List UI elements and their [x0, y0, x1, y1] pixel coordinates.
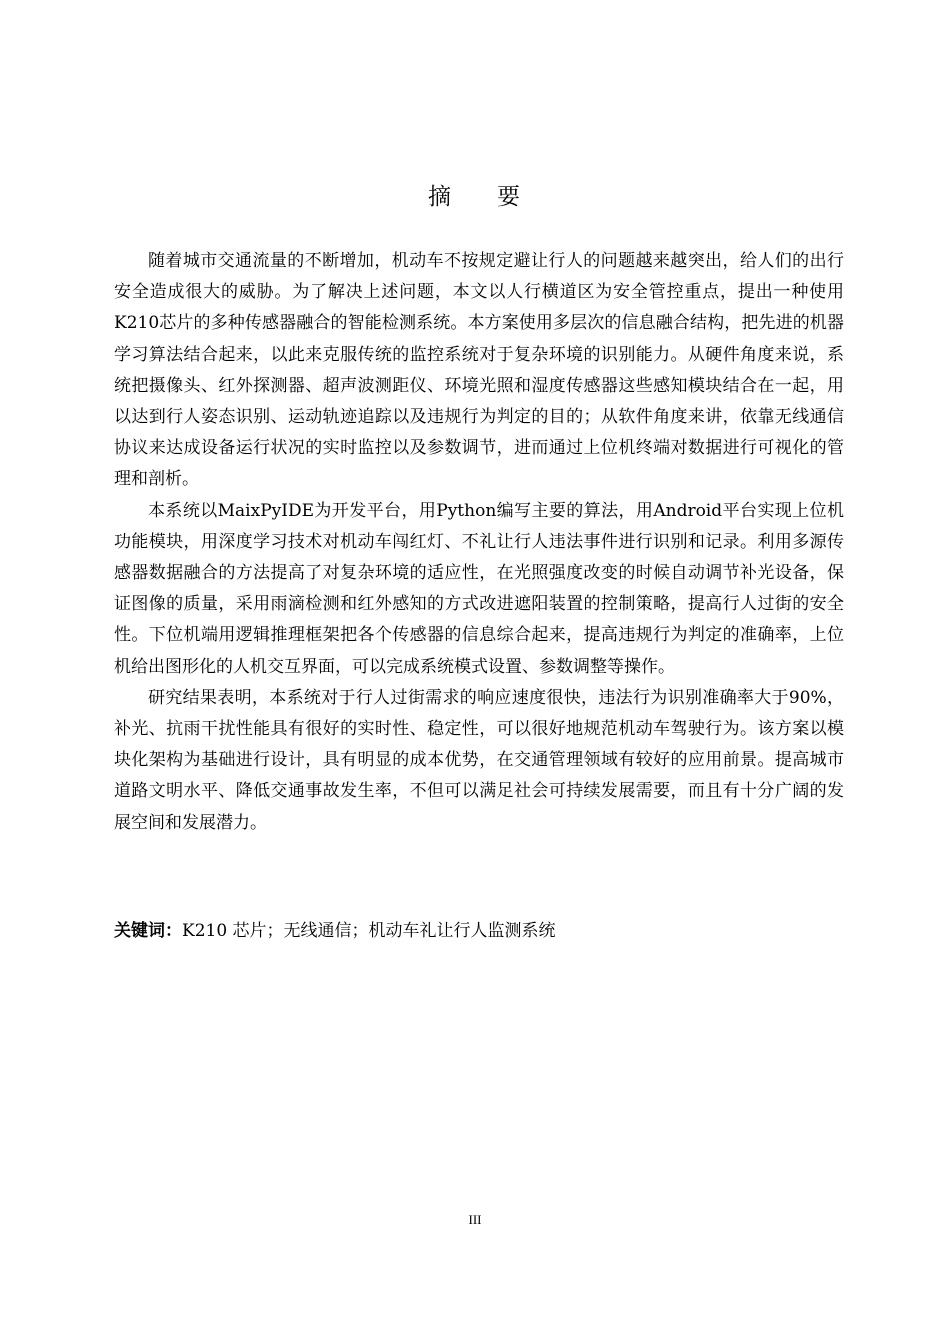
keywords-line [114, 917, 844, 945]
title-char-1: 摘 [428, 184, 453, 210]
abstract-title [0, 178, 950, 211]
page-number: III [468, 1212, 482, 1227]
keywords-text: K210 芯片；无线通信；机动车礼让行人监测系统 [182, 921, 556, 941]
abstract-paragraph-2: 本系统以MaixPyIDE为开发平台，用Python编写主要的算法，用Android平台实现上位机功能模块，用深度学习技术对机动车闯红灯、不礼让行人违法事件进行识别和记录。利用多源传感器数据融合的方法提高了对复杂环境的适应性，在光照强度改变的时候自动调节补光设备，保证图像的质量，采用雨滴检测和红外感知的方式改进遮阳装置的控制策略，提高行人过街的安全性。下位机端用逻辑推理框架把各个传感器的信息综合起来，提高违规行为判定的准确率，上位机给出图形化的人机交互界面，可以完成系统模式设置、参数调整等操作。 [114, 500, 844, 677]
abstract-body [114, 246, 844, 839]
abstract-paragraph-1: 随着城市交通流量的不断增加，机动车不按规定避让行人的问题越来越突出，给人们的出行安全造成很大的威胁。为了解决上述问题，本文以人行横道区为安全管控重点，提出一种使用K210芯片的多种传感器融合的智能检测系统。本方案使用多层次的信息融合结构，把先进的机器学习算法结合起来，以此来克服传统的监控系统对于复杂环境的识别能力。从硬件角度来说，系统把摄像头、红外探测器、超声波测距仪、环境光照和湿度传感器这些感知模块结合在一起，用以达到行人姿态识别、运动轨迹追踪以及违规行为判定的目的；从软件角度来讲，依靠无线通信协议来达成设备运行状况的实时监控以及参数调节，进而通过上位机终端对数据进行可视化的管理和剖析。 [114, 251, 844, 490]
title-char-2: 要 [497, 184, 522, 210]
keywords-label: 关键词： [114, 921, 182, 941]
abstract-paragraph-3: 研究结果表明，本系统对于行人过街需求的响应速度很快，违法行为识别准确率大于90%，补光、抗雨干扰性能具有很好的实时性、稳定性，可以很好地规范机动车驾驶行为。该方案以模块化架构为基础进行设计，具有明显的成本优势，在交通管理领域有较好的应用前景。提高城市道路文明水平、降低交通事故发生率，不但可以满足社会可持续发展需要，而且有十分广阔的发展空间和发展潜力。 [114, 687, 844, 833]
